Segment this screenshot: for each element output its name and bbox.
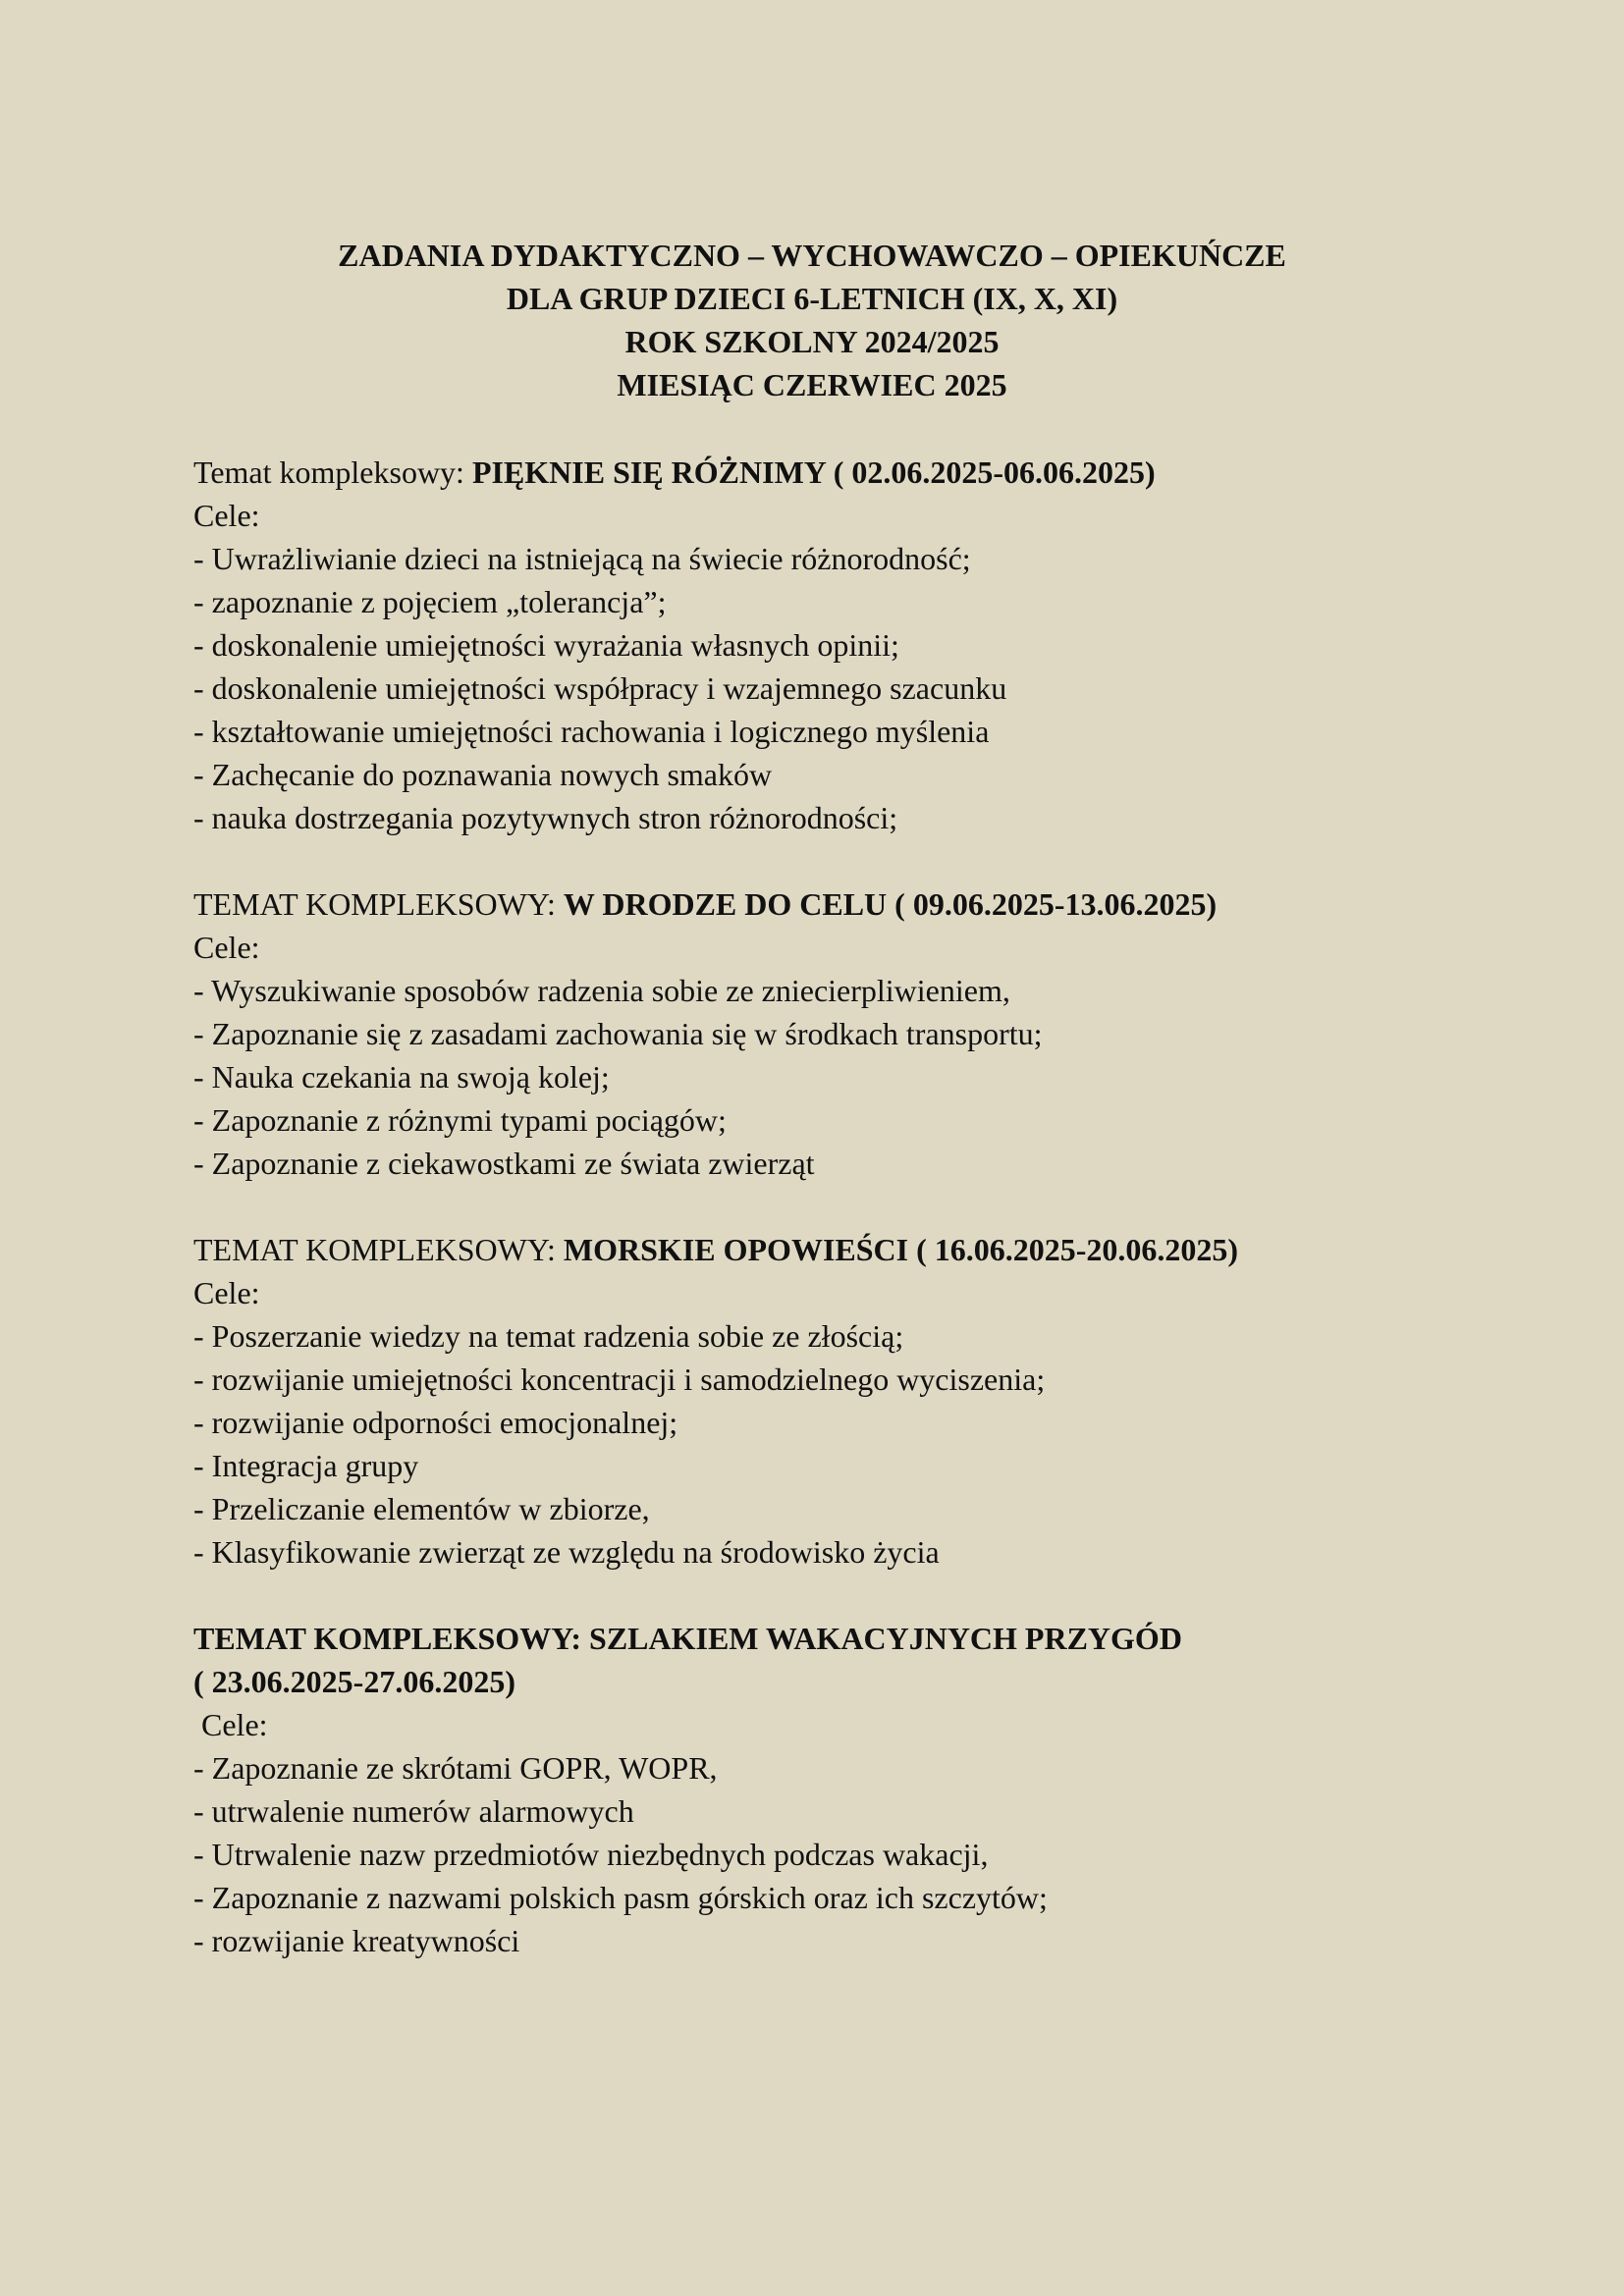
goal-item: - rozwijanie odporności emocjonalnej; — [193, 1405, 678, 1440]
goals-label: Cele: — [193, 930, 260, 965]
document-header — [0, 234, 1624, 406]
topic-section — [193, 1617, 1431, 1962]
goal-item: - zapoznanie z pojęciem „tolerancja”; — [193, 584, 667, 619]
topic-prefix: Temat kompleksowy: — [193, 454, 472, 490]
goal-item: - Utrwalenie nazw przedmiotów niezbędnych podczas wakacji, — [193, 1837, 989, 1872]
topic-heading — [193, 882, 1431, 926]
topic-section — [193, 1228, 1431, 1574]
header-line: DLA GRUP DZIECI 6-LETNICH (IX, X, XI) — [506, 281, 1118, 316]
topic-heading — [193, 1228, 1431, 1271]
goal-item: - Wyszukiwanie sposobów radzenia sobie ze zniecierpliwieniem, — [193, 973, 1010, 1008]
goal-item: - doskonalenie umiejętności współpracy i wzajemnego szacunku — [193, 670, 1007, 706]
goal-item: - Zachęcanie do poznawania nowych smaków — [193, 757, 773, 792]
topic-section — [193, 451, 1431, 839]
goals-label: Cele: — [201, 1707, 268, 1742]
header-line: ROK SZKOLNY 2024/2025 — [624, 324, 1000, 359]
goal-item: - rozwijanie kreatywności — [193, 1923, 520, 1958]
goal-item: - Przeliczanie elementów w zbiorze, — [193, 1491, 650, 1526]
topic-heading — [193, 451, 1431, 494]
topic-title: W DRODZE DO CELU ( 09.06.2025-13.06.2025) — [563, 886, 1218, 922]
goal-item: - Uwrażliwianie dzieci na istniejącą na świecie różnorodność; — [193, 541, 971, 576]
topic-section — [193, 882, 1431, 1185]
topic-prefix: TEMAT KOMPLEKSOWY: — [193, 1232, 564, 1267]
goal-item: - nauka dostrzegania pozytywnych stron różnorodności; — [193, 800, 898, 835]
goal-item: - utrwalenie numerów alarmowych — [193, 1793, 634, 1829]
goal-item: - Integracja grupy — [193, 1448, 419, 1483]
goal-item: - Poszerzanie wiedzy na temat radzenia sobie ze złością; — [193, 1318, 904, 1354]
header-line: MIESIĄC CZERWIEC 2025 — [617, 367, 1007, 402]
topic-dates: ( 23.06.2025-27.06.2025) — [193, 1664, 515, 1699]
goals-label: Cele: — [193, 1275, 260, 1310]
goal-item: - Zapoznanie z ciekawostkami ze świata zwierząt — [193, 1146, 815, 1181]
goal-item: - kształtowanie umiejętności rachowania i logicznego myślenia — [193, 714, 990, 749]
header-line: ZADANIA DYDAKTYCZNO – WYCHOWAWCZO – OPIEKUŃCZE — [338, 238, 1286, 273]
topic-title: MORSKIE OPOWIEŚCI ( 16.06.2025-20.06.2025) — [563, 1232, 1239, 1267]
goal-item: - Zapoznanie ze skrótami GOPR, WOPR, — [193, 1750, 718, 1786]
topic-heading: TEMAT KOMPLEKSOWY: SZLAKIEM WAKACYJNYCH PRZYGÓD — [193, 1621, 1182, 1656]
goal-item: - rozwijanie umiejętności koncentracji i samodzielnego wyciszenia; — [193, 1362, 1046, 1397]
goals-label: Cele: — [193, 498, 260, 533]
goal-item: - Zapoznanie z różnymi typami pociągów; — [193, 1102, 727, 1138]
goal-item: - Zapoznanie z nazwami polskich pasm górskich oraz ich szczytów; — [193, 1880, 1048, 1915]
document-content — [193, 451, 1431, 1962]
goal-item: - Nauka czekania na swoją kolej; — [193, 1059, 610, 1095]
goal-item: - Zapoznanie się z zasadami zachowania się w środkach transportu; — [193, 1016, 1043, 1051]
goal-item: - Klasyfikowanie zwierząt ze względu na środowisko życia — [193, 1534, 940, 1570]
topic-title: PIĘKNIE SIĘ RÓŻNIMY ( 02.06.2025-06.06.2025) — [471, 454, 1156, 490]
topic-prefix: TEMAT KOMPLEKSOWY: — [193, 886, 564, 922]
goal-item: - doskonalenie umiejętności wyrażania własnych opinii; — [193, 627, 899, 663]
